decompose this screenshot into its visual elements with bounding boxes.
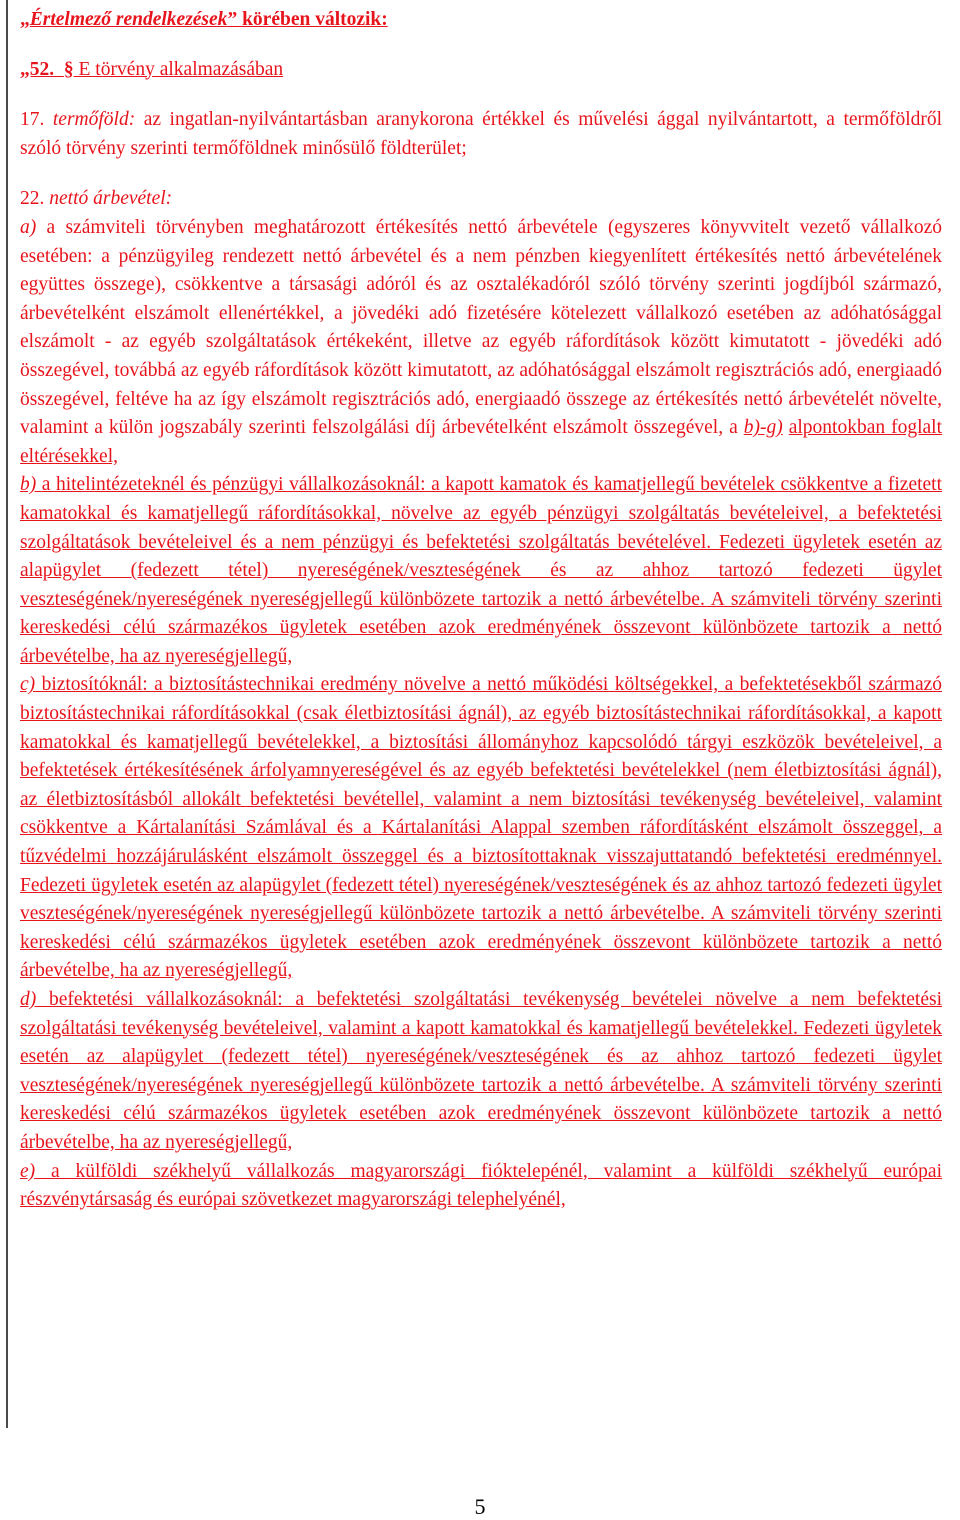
item-22-b-text: a hitelintézeteknél és pénzügyi vállalkozásoknál: a kapott kamatok és kamatjellegű bevételek csökkentve a fizetett kamatokkal és kamatjellegű ráfordításokkal, növelve az egyéb pénzügyi szolgáltatás bevételeivel, a befektetési szolgáltatások bevételeivel és a nem pénzügyi és befektetési szolgáltatás bevételével. xyxy=(20,474,943,553)
item-22-c xyxy=(20,671,942,986)
section-line xyxy=(20,56,942,85)
item-22-b xyxy=(20,471,942,671)
page-number: 5 xyxy=(474,1494,486,1519)
item-22-d xyxy=(20,986,942,1158)
item-22-a xyxy=(20,214,942,471)
item-22-b-text-2: Fedezeti ügyletek esetén az alapügylet (fedezett tétel) nyereségének/veszteségének és az ahhoz tartozó fedezeti ügylet veszteségének/nyereségének nyereségjellegű különbözete tartozik a nettó árbevételbe. A számviteli törvény szerinti kereskedési célú származékos ügyletek esetében azok eredményének összevont különbözete tartozik a nettó árbevételbe, ha az nyereségjellegű, xyxy=(20,531,943,667)
item-22-e-text: a külföldi székhelyű vállalkozás magyarországi fióktelepénél, valamint a külföldi székhelyű európai részvénytársaság és európai szövetkezet magyarországi telephelyénél, xyxy=(20,1160,942,1211)
item-22-e xyxy=(20,1158,942,1215)
item-17 xyxy=(20,106,942,163)
amendment-heading xyxy=(20,6,942,35)
heading-rest: ” körében változik: xyxy=(227,9,388,30)
margin-change-bar xyxy=(6,0,8,1428)
item-22-b-label: b) xyxy=(20,474,37,496)
heading-open-quote: „ xyxy=(20,9,30,30)
item-22-a-tail-text: alpontokban foglalt eltérésekkel, xyxy=(20,417,943,467)
document-body xyxy=(20,6,942,1215)
item-22-d-label: d) xyxy=(20,989,37,1010)
item-17-number: 17. xyxy=(20,109,45,131)
item-17-text: az ingatlan-nyilvántartásban aranykorona értékkel és művelési ággal nyilvántartott, a termőföldről szóló törvény szerinti termőföldnek minősülő földterület; xyxy=(20,109,943,159)
item-22-a-text: a számviteli törvényben meghatározott értékesítés nettó árbevétele (egyszeres könyvvitelt vezető vállalkozó esetében: a pénzügyileg rendezett nettó árbevétel és a nem pénzben kiegyenlített értékesítés nettó árbevételének együttes összege), csökkentve a társasági adóról és az osztalékadóról szóló törvény szerinti jogdíjból származó, árbevételként elszámolt ellenértékkel, a jövedéki adó fizetésére kötelezett vállalkozó esetében az adóhatósággal elszámolt - az egyéb szolgáltatások értékeként, illetve az egyéb ráfordítások között kimutatott - jövedéki adó összegével, továbbá az egyéb ráfordítások között kimutatott, az adóhatósággal elszámolt regisztrációs adó, energiaadó összegével, feltéve ha az így elszámolt regisztrációs adó, energiaadó összege az értékesítés nettó árbevételét növelte, valamint a külön jogszabály szerinti felszolgálási díj árbevételként elszámolt összegével, a xyxy=(20,216,942,439)
item-22-c-text: biztosítóknál: a biztosítástechnikai eredmény növelve a nettó működési költségekkel, a befektetésekből származó biztosítástechnikai ráfordításokkal (csak életbiztosítási ágnál), az egyéb biztosítástechnikai ráfordításokkal, a kapott kamatokkal és kamatjellegű bevételekkel, a biztosítási állományhoz kapcsolódó tárgyi eszközök bevételeivel, a befektetések értékesítésének árfolyamnyereségével és az egyéb befektetési bevételekkel (nem életbiztosítási ágnál), az életbiztosításból allokált befektetési bevétellel, valamint a nem biztosítási tevékenység bevételeivel, valamint csökkentve a Kártalanítási Számlával és a Kártalanítási Alappal szemben ráfordításként elszámolt összeggel, a tűzvédelmi hozzájárulásként elszámolt összeggel és a biztosítottaknak visszajuttatandó befektetési eredménnyel. Fedezeti ügyletek esetén az alapügylet (fedezett tétel) nyereségének/veszteségének és az ahhoz tartozó fedezeti ügylet veszteségének/nyereségének nyereségjellegű különbözete tartozik a nettó árbevételbe. A számviteli törvény szerinti kereskedési célú származékos ügyletek esetében azok eredményének összevont különbözete tartozik a nettó árbevételbe, ha az nyereségjellegű, xyxy=(20,674,942,982)
item-22-title xyxy=(20,185,942,214)
item-22-label: nettó árbevétel: xyxy=(49,188,173,210)
section-title: E törvény alkalmazásában xyxy=(78,58,284,80)
item-22-d-text: befektetési vállalkozásoknál: a befektetési szolgáltatási tevékenység bevételei növelve a nem befektetési szolgáltatási tevékenység bevételeivel, valamint a kapott kamatokkal és kamatjellegű bevételekkel. Fedezeti ügyletek esetén az alapügylet (fedezett tétel) nyereségének/veszteségének és az ahhoz tartozó fedezeti ügylet veszteségének/nyereségének nyereségjellegű különbözete tartozik a nettó árbevételbe. A számviteli törvény szerinti kereskedési célú származékos ügyletek esetében azok eredményének összevont különbözete tartozik a nettó árbevételbe, ha az nyereségjellegű, xyxy=(20,989,942,1153)
item-22-a-tail-label: b)-g) xyxy=(743,417,783,439)
item-17-label: termőföld: xyxy=(52,109,136,131)
item-22-number: 22. xyxy=(20,188,45,210)
section-sign: § xyxy=(63,58,74,80)
item-22-c-label: c) xyxy=(20,674,36,696)
item-22-e-label: e) xyxy=(20,1160,36,1182)
item-22-a-label: a) xyxy=(20,216,37,238)
heading-italic-title: Értelmező rendelkezések xyxy=(29,9,228,30)
section-number: „52. xyxy=(20,58,55,80)
